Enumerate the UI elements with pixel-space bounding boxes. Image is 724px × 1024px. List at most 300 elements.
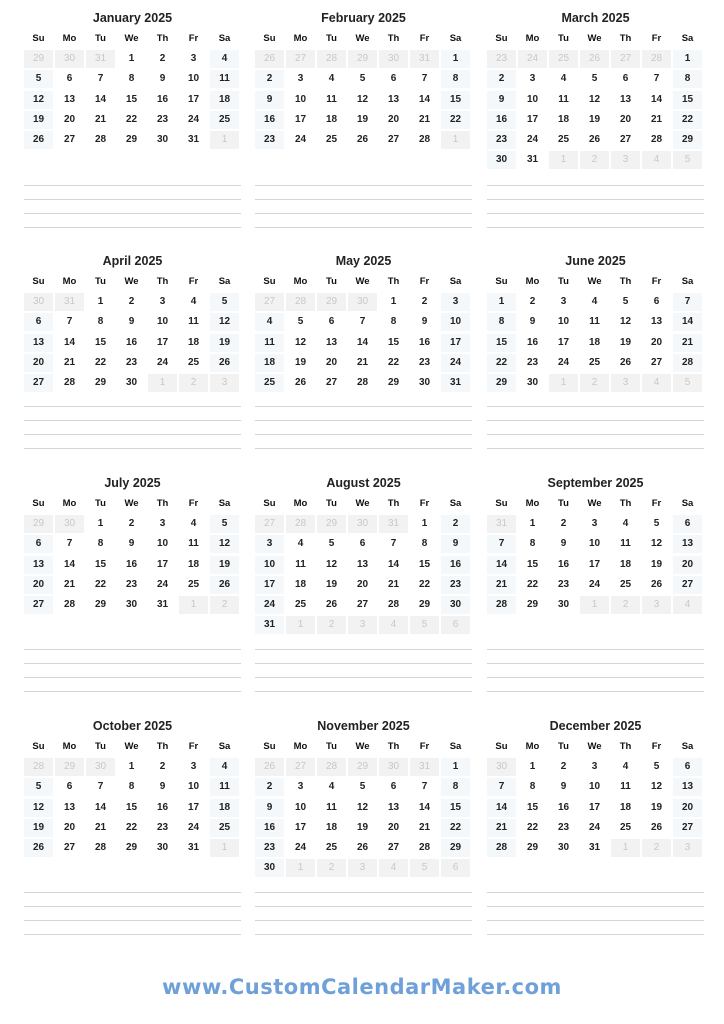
weekday-label: Th <box>387 498 400 509</box>
day-cell: 29 <box>487 374 516 392</box>
adjacent-month-day: 2 <box>210 596 239 614</box>
month-title: November 2025 <box>317 719 410 733</box>
day-cell: 1 <box>518 758 547 776</box>
day-cell: 4 <box>179 515 208 533</box>
day-cell: 19 <box>611 334 640 352</box>
weekday-label: Fr <box>651 33 662 44</box>
week-row <box>24 799 241 819</box>
week-row <box>255 111 472 131</box>
weekday-label: We <box>124 276 139 287</box>
day-cell: 13 <box>24 556 53 574</box>
month-block <box>24 473 241 616</box>
weekday-label: Sa <box>681 498 694 509</box>
day-cell: 10 <box>286 799 315 817</box>
adjacent-month-day: 31 <box>379 515 408 533</box>
day-cell: 14 <box>487 556 516 574</box>
day-cell: 9 <box>518 313 547 331</box>
weekday-label: Fr <box>419 741 430 752</box>
weekday-label: Fr <box>419 276 430 287</box>
day-cell: 19 <box>286 354 315 372</box>
day-cell: 23 <box>148 111 177 129</box>
day-cell: 8 <box>487 313 516 331</box>
week-row <box>255 778 472 798</box>
day-cell: 21 <box>379 576 408 594</box>
note-line <box>24 227 241 228</box>
weekday-header <box>24 495 241 515</box>
weekday-label: Mo <box>62 276 77 287</box>
day-cell: 22 <box>379 354 408 372</box>
day-cell: 28 <box>487 596 516 614</box>
day-cell: 24 <box>148 576 177 594</box>
day-cell: 30 <box>255 859 284 877</box>
day-cell: 30 <box>410 374 439 392</box>
day-cell: 22 <box>518 576 547 594</box>
week-row <box>24 515 241 535</box>
weekday-label: Th <box>156 741 169 752</box>
week-row <box>255 799 472 819</box>
day-cell: 20 <box>379 819 408 837</box>
day-cell: 9 <box>410 313 439 331</box>
day-cell: 11 <box>255 334 284 352</box>
day-cell: 31 <box>179 131 208 149</box>
day-cell: 14 <box>55 556 84 574</box>
adjacent-month-day: 4 <box>673 596 702 614</box>
day-cell: 28 <box>410 839 439 857</box>
weekday-label: Tu <box>95 741 106 752</box>
day-cell: 4 <box>255 313 284 331</box>
week-row <box>255 334 472 354</box>
day-cell: 6 <box>24 313 53 331</box>
adjacent-month-day: 2 <box>580 151 609 169</box>
day-cell: 26 <box>210 354 239 372</box>
day-cell: 21 <box>410 111 439 129</box>
day-cell: 21 <box>673 334 702 352</box>
day-cell: 12 <box>24 91 53 109</box>
day-cell: 16 <box>117 556 146 574</box>
week-row <box>487 535 704 555</box>
day-cell: 7 <box>86 778 115 796</box>
day-cell: 22 <box>410 576 439 594</box>
note-line <box>24 920 241 921</box>
day-cell: 15 <box>518 556 547 574</box>
day-cell: 2 <box>549 758 578 776</box>
adjacent-month-day: 29 <box>24 515 53 533</box>
day-cell: 11 <box>317 91 346 109</box>
day-cell: 27 <box>24 596 53 614</box>
day-cell: 12 <box>642 535 671 553</box>
adjacent-month-day: 26 <box>580 50 609 68</box>
weekday-label: Sa <box>449 33 462 44</box>
day-cell: 7 <box>487 778 516 796</box>
month-block <box>24 251 241 394</box>
day-cell: 23 <box>117 576 146 594</box>
day-cell: 16 <box>117 334 146 352</box>
weekday-label: Tu <box>558 741 569 752</box>
weekday-label: Th <box>156 33 169 44</box>
adjacent-month-day: 31 <box>55 293 84 311</box>
month-title: March 2025 <box>561 11 630 25</box>
day-cell: 7 <box>410 70 439 88</box>
weekday-label: Th <box>387 276 400 287</box>
weekday-label: Tu <box>326 741 337 752</box>
month-grid <box>255 30 472 151</box>
weekday-label: We <box>124 498 139 509</box>
day-cell: 5 <box>317 535 346 553</box>
month-title: May 2025 <box>335 254 392 268</box>
day-cell: 17 <box>255 576 284 594</box>
adjacent-month-day: 2 <box>580 374 609 392</box>
day-cell: 24 <box>286 131 315 149</box>
week-row <box>487 70 704 90</box>
day-cell: 15 <box>117 799 146 817</box>
week-row <box>255 616 472 636</box>
adjacent-month-day: 4 <box>379 616 408 634</box>
note-line <box>487 920 704 921</box>
day-cell: 11 <box>179 313 208 331</box>
weekday-label: Sa <box>218 33 231 44</box>
weekday-label: Su <box>32 498 45 509</box>
month-block <box>487 251 704 394</box>
day-cell: 10 <box>179 70 208 88</box>
day-cell: 9 <box>549 778 578 796</box>
day-cell: 28 <box>379 596 408 614</box>
adjacent-month-day: 4 <box>642 151 671 169</box>
adjacent-month-day: 30 <box>24 293 53 311</box>
day-cell: 24 <box>179 819 208 837</box>
day-cell: 10 <box>518 91 547 109</box>
adjacent-month-day: 28 <box>642 50 671 68</box>
day-cell: 20 <box>642 334 671 352</box>
note-line <box>24 199 241 200</box>
day-cell: 29 <box>518 839 547 857</box>
day-cell: 4 <box>210 50 239 68</box>
adjacent-month-day: 1 <box>549 151 578 169</box>
adjacent-month-day: 1 <box>611 839 640 857</box>
day-cell: 15 <box>86 556 115 574</box>
day-cell: 8 <box>410 535 439 553</box>
day-cell: 10 <box>148 313 177 331</box>
weekday-label: Su <box>495 276 508 287</box>
note-line <box>24 185 241 186</box>
weekday-label: Sa <box>681 741 694 752</box>
note-line <box>255 185 472 186</box>
adjacent-month-day: 3 <box>348 616 377 634</box>
day-cell: 26 <box>642 819 671 837</box>
weekday-label: Tu <box>326 33 337 44</box>
note-line <box>255 920 472 921</box>
week-row <box>24 50 241 70</box>
day-cell: 21 <box>487 819 516 837</box>
day-cell: 30 <box>148 839 177 857</box>
note-line <box>255 934 472 935</box>
week-row <box>255 374 472 394</box>
adjacent-month-day: 5 <box>673 151 702 169</box>
note-line <box>24 434 241 435</box>
day-cell: 29 <box>410 596 439 614</box>
day-cell: 22 <box>487 354 516 372</box>
day-cell: 23 <box>410 354 439 372</box>
day-cell: 3 <box>148 293 177 311</box>
day-cell: 21 <box>410 819 439 837</box>
day-cell: 10 <box>549 313 578 331</box>
day-cell: 30 <box>117 374 146 392</box>
adjacent-month-day: 4 <box>642 374 671 392</box>
week-row <box>24 313 241 333</box>
week-row <box>487 50 704 70</box>
day-cell: 3 <box>179 758 208 776</box>
weekday-label: Mo <box>525 741 540 752</box>
day-cell: 9 <box>255 799 284 817</box>
weekday-label: Sa <box>681 276 694 287</box>
adjacent-month-day: 28 <box>317 758 346 776</box>
day-cell: 22 <box>117 111 146 129</box>
day-cell: 16 <box>549 799 578 817</box>
weekday-label: Fr <box>188 33 199 44</box>
day-cell: 8 <box>117 70 146 88</box>
weekday-label: Fr <box>188 498 199 509</box>
day-cell: 3 <box>441 293 470 311</box>
day-cell: 1 <box>441 758 470 776</box>
day-cell: 2 <box>148 758 177 776</box>
weekday-label: Th <box>619 741 632 752</box>
note-line <box>255 649 472 650</box>
month-title: April 2025 <box>102 254 163 268</box>
weekday-label: Th <box>156 276 169 287</box>
day-cell: 29 <box>86 374 115 392</box>
day-cell: 17 <box>179 799 208 817</box>
weekday-label: Mo <box>62 498 77 509</box>
weekday-header <box>487 30 704 50</box>
day-cell: 8 <box>441 70 470 88</box>
day-cell: 8 <box>379 313 408 331</box>
week-row <box>24 839 241 859</box>
note-line <box>24 691 241 692</box>
day-cell: 9 <box>148 778 177 796</box>
day-cell: 2 <box>117 515 146 533</box>
day-cell: 28 <box>673 354 702 372</box>
day-cell: 11 <box>611 778 640 796</box>
note-line <box>24 663 241 664</box>
day-cell: 9 <box>117 535 146 553</box>
weekday-label: Su <box>263 33 276 44</box>
adjacent-month-day: 24 <box>518 50 547 68</box>
day-cell: 14 <box>642 91 671 109</box>
day-cell: 9 <box>487 91 516 109</box>
day-cell: 5 <box>642 758 671 776</box>
week-row <box>487 515 704 535</box>
day-cell: 26 <box>24 131 53 149</box>
day-cell: 17 <box>148 556 177 574</box>
day-cell: 3 <box>286 778 315 796</box>
note-line <box>255 199 472 200</box>
day-cell: 15 <box>410 556 439 574</box>
day-cell: 22 <box>441 111 470 129</box>
day-cell: 8 <box>441 778 470 796</box>
day-cell: 31 <box>580 839 609 857</box>
month-title: June 2025 <box>565 254 626 268</box>
day-cell: 15 <box>117 91 146 109</box>
weekday-label: Mo <box>293 33 308 44</box>
note-line <box>487 199 704 200</box>
day-cell: 27 <box>673 819 702 837</box>
weekday-label: Tu <box>558 498 569 509</box>
day-cell: 17 <box>286 111 315 129</box>
weekday-label: Tu <box>558 276 569 287</box>
note-line <box>487 434 704 435</box>
day-cell: 20 <box>24 354 53 372</box>
adjacent-month-day: 29 <box>348 50 377 68</box>
week-row <box>255 70 472 90</box>
day-cell: 14 <box>379 556 408 574</box>
day-cell: 24 <box>179 111 208 129</box>
note-line <box>487 213 704 214</box>
day-cell: 30 <box>549 839 578 857</box>
day-cell: 13 <box>24 334 53 352</box>
day-cell: 2 <box>549 515 578 533</box>
week-row <box>24 70 241 90</box>
month-title: October 2025 <box>92 719 173 733</box>
week-row <box>24 111 241 131</box>
day-cell: 7 <box>86 70 115 88</box>
adjacent-month-day: 6 <box>441 616 470 634</box>
weekday-label: Fr <box>188 276 199 287</box>
day-cell: 16 <box>487 111 516 129</box>
day-cell: 23 <box>255 131 284 149</box>
day-cell: 25 <box>210 111 239 129</box>
note-line <box>24 406 241 407</box>
day-cell: 11 <box>179 535 208 553</box>
day-cell: 24 <box>441 354 470 372</box>
day-cell: 2 <box>487 70 516 88</box>
day-cell: 13 <box>642 313 671 331</box>
note-line <box>255 227 472 228</box>
day-cell: 30 <box>518 374 547 392</box>
day-cell: 6 <box>55 70 84 88</box>
day-cell: 6 <box>673 758 702 776</box>
week-row <box>24 131 241 151</box>
day-cell: 13 <box>673 778 702 796</box>
day-cell: 13 <box>379 91 408 109</box>
day-cell: 21 <box>487 576 516 594</box>
week-row <box>255 859 472 879</box>
note-line <box>255 213 472 214</box>
weekday-header <box>24 738 241 758</box>
day-cell: 23 <box>549 576 578 594</box>
note-line <box>24 448 241 449</box>
website-footer[interactable]: www.CustomCalendarMaker.com <box>162 975 562 999</box>
weekday-label: Th <box>387 741 400 752</box>
week-row <box>24 819 241 839</box>
day-cell: 22 <box>673 111 702 129</box>
day-cell: 20 <box>611 111 640 129</box>
day-cell: 18 <box>549 111 578 129</box>
day-cell: 24 <box>255 596 284 614</box>
day-cell: 22 <box>86 354 115 372</box>
day-cell: 3 <box>580 515 609 533</box>
adjacent-month-day: 30 <box>348 515 377 533</box>
adjacent-month-day: 3 <box>673 839 702 857</box>
week-row <box>255 293 472 313</box>
month-grid <box>24 495 241 616</box>
adjacent-month-day: 28 <box>317 50 346 68</box>
day-cell: 3 <box>255 535 284 553</box>
day-cell: 31 <box>179 839 208 857</box>
day-cell: 27 <box>55 131 84 149</box>
month-block <box>487 8 704 171</box>
day-cell: 17 <box>580 556 609 574</box>
day-cell: 22 <box>518 819 547 837</box>
day-cell: 22 <box>86 576 115 594</box>
day-cell: 20 <box>673 556 702 574</box>
day-cell: 5 <box>348 70 377 88</box>
weekday-label: Mo <box>293 276 308 287</box>
day-cell: 25 <box>317 839 346 857</box>
weekday-label: We <box>355 498 370 509</box>
day-cell: 19 <box>348 111 377 129</box>
week-row <box>255 313 472 333</box>
month-grid <box>24 738 241 859</box>
day-cell: 27 <box>642 354 671 372</box>
day-cell: 14 <box>348 334 377 352</box>
day-cell: 24 <box>580 576 609 594</box>
day-cell: 6 <box>348 535 377 553</box>
week-row <box>487 91 704 111</box>
weekday-label: Tu <box>326 498 337 509</box>
week-row <box>487 293 704 313</box>
day-cell: 25 <box>611 576 640 594</box>
week-row <box>487 151 704 171</box>
weekday-label: Tu <box>95 33 106 44</box>
day-cell: 27 <box>379 131 408 149</box>
day-cell: 17 <box>441 334 470 352</box>
week-row <box>487 799 704 819</box>
month-grid <box>255 495 472 636</box>
weekday-header <box>255 495 472 515</box>
day-cell: 21 <box>55 576 84 594</box>
day-cell: 27 <box>379 839 408 857</box>
day-cell: 12 <box>210 313 239 331</box>
weekday-label: Tu <box>95 498 106 509</box>
weekday-label: Su <box>495 741 508 752</box>
month-title: September 2025 <box>547 476 644 490</box>
day-cell: 8 <box>518 778 547 796</box>
day-cell: 6 <box>673 515 702 533</box>
adjacent-month-day: 1 <box>549 374 578 392</box>
month-title: February 2025 <box>321 11 406 25</box>
day-cell: 24 <box>580 819 609 837</box>
month-grid <box>24 30 241 151</box>
day-cell: 14 <box>410 799 439 817</box>
day-cell: 14 <box>86 799 115 817</box>
adjacent-month-day: 29 <box>317 293 346 311</box>
weekday-label: Th <box>619 498 632 509</box>
day-cell: 8 <box>518 535 547 553</box>
day-cell: 28 <box>86 839 115 857</box>
day-cell: 20 <box>24 576 53 594</box>
weekday-label: Fr <box>419 498 430 509</box>
day-cell: 2 <box>148 50 177 68</box>
day-cell: 30 <box>487 151 516 169</box>
day-cell: 12 <box>317 556 346 574</box>
week-row <box>24 293 241 313</box>
day-cell: 11 <box>611 535 640 553</box>
weekday-header <box>255 30 472 50</box>
day-cell: 16 <box>255 111 284 129</box>
week-row <box>255 535 472 555</box>
day-cell: 1 <box>117 50 146 68</box>
day-cell: 26 <box>24 839 53 857</box>
week-row <box>487 839 704 859</box>
